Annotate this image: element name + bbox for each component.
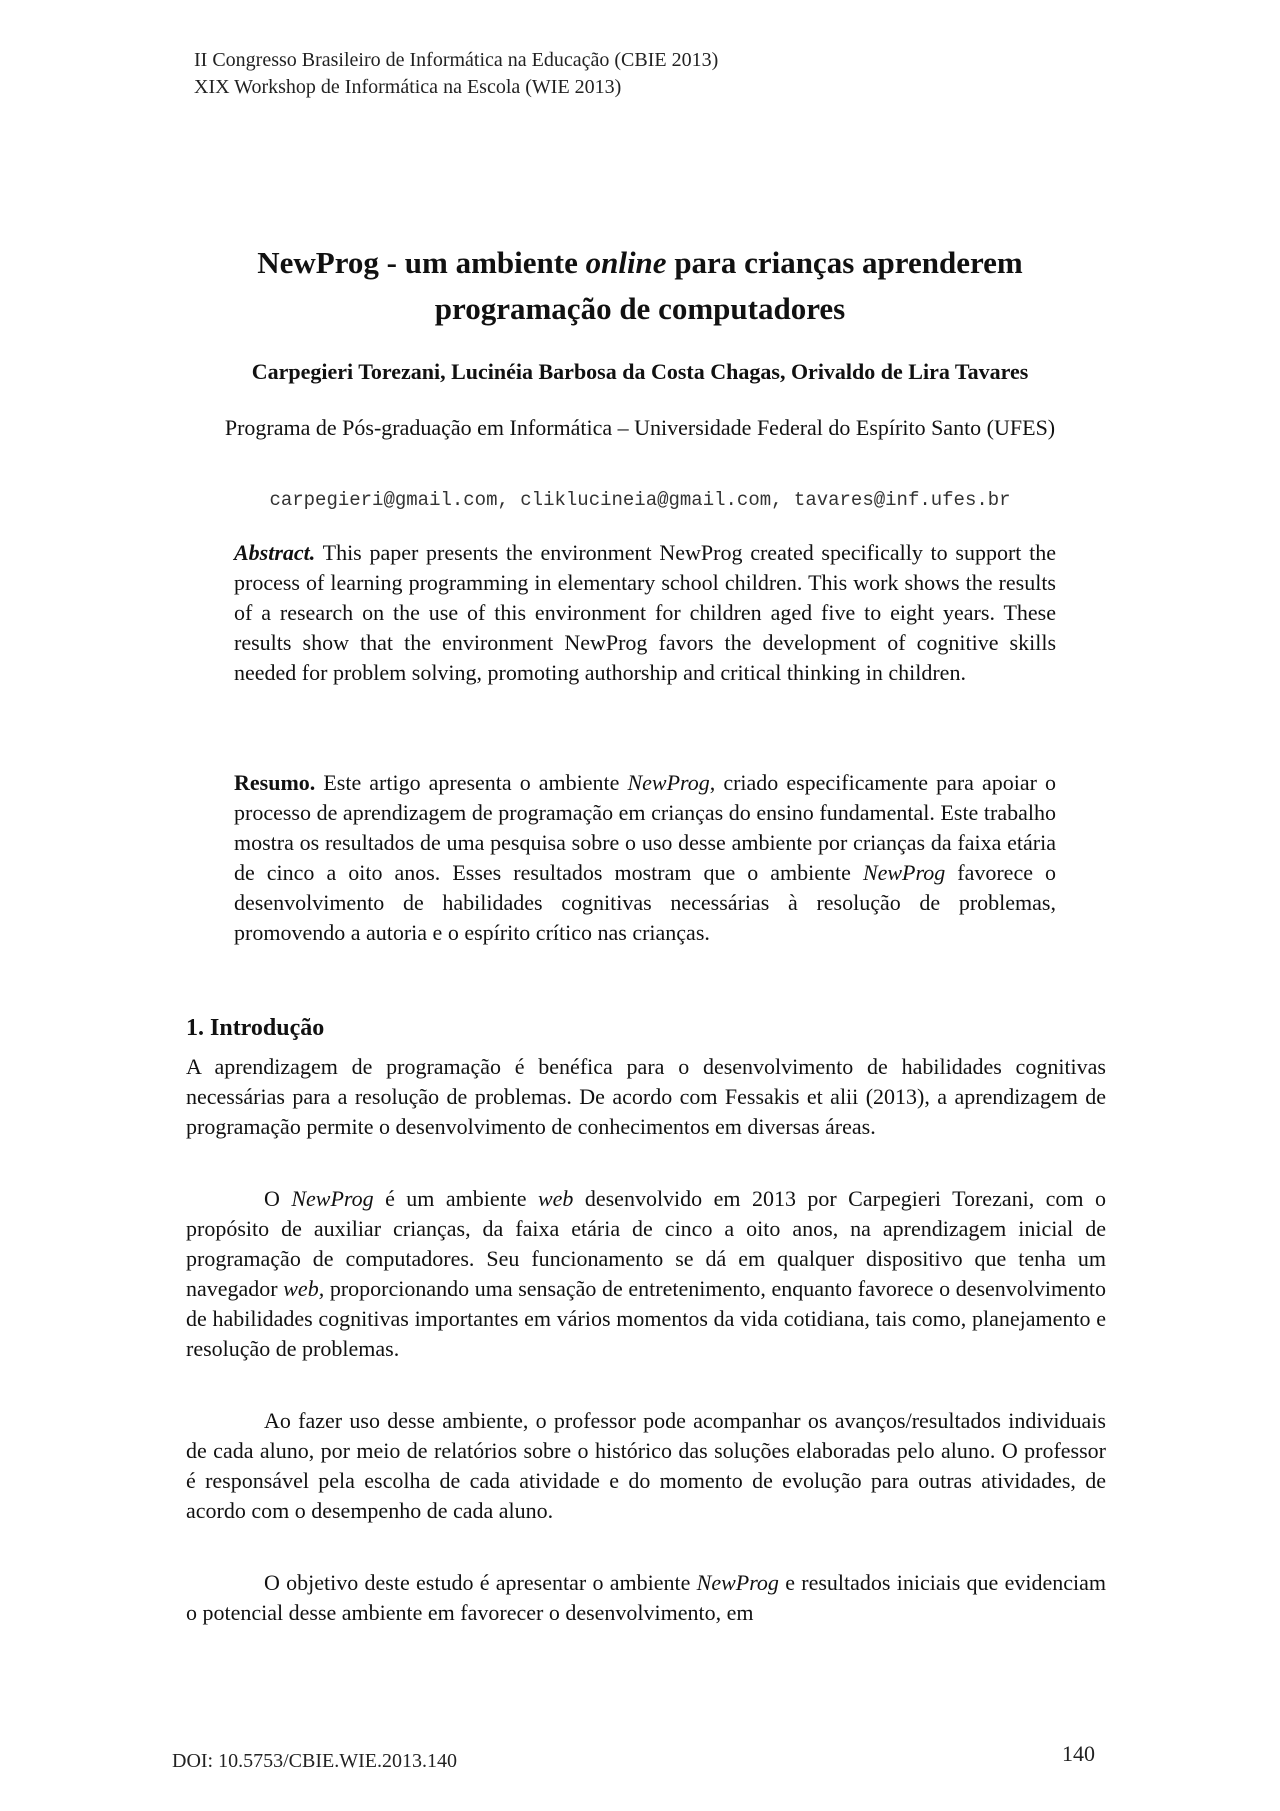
doi: DOI: 10.5753/CBIE.WIE.2013.140 <box>172 1750 457 1772</box>
resumo <box>234 768 1056 948</box>
resumo-italic-1: NewProg <box>627 770 710 795</box>
intro-paragraph-1: A aprendizagem de programação é benéfica para o desenvolvimento de habilidades cognitivas necessárias para a resolução de problemas. De acordo com Fessakis et alii (2013), a aprendizagem de programação permite o desenvolvimento de conhecimentos em diversas áreas. <box>186 1054 1106 1139</box>
p2-text-4: proporcionando uma sensação de entretenimento, enquanto favorece o desenvolvimento de habilidades cognitivas importantes em vários momentos da vida cotidiana, tais como, planejamento e resolução de problemas. <box>186 1276 1106 1361</box>
intro-paragraph-3: Ao fazer uso desse ambiente, o professor pode acompanhar os avanços/resultados individuais de cada aluno, por meio de relatórios sobre o histórico das soluções elaboradas pelo aluno. O professor é responsável pela escolha de cada atividade e do momento de evolução para outras atividades, de acordo com o desempenho de cada aluno. <box>186 1408 1106 1523</box>
p2-text-1: O <box>264 1186 292 1211</box>
resumo-label: Resumo. <box>234 770 316 795</box>
resumo-italic-2: NewProg <box>862 860 946 885</box>
p4-text-1: O objetivo deste estudo é apresentar o ambiente <box>264 1570 697 1595</box>
p2-italic-3: web, <box>283 1276 325 1301</box>
intro-paragraph-4 <box>186 1568 1106 1628</box>
title-part-1: NewProg - um ambiente <box>257 245 586 280</box>
conference-line: II Congresso Brasileiro de Informática na Educação (CBIE 2013) <box>194 49 719 71</box>
abstract-label: Abstract. <box>234 540 316 565</box>
resumo-text-1: Este artigo apresenta o ambiente <box>315 770 628 795</box>
p4-italic-1: NewProg <box>696 1570 779 1595</box>
intro-paragraph-2 <box>186 1184 1106 1364</box>
p2-text-3: desenvolvido em 2013 por Carpegieri Torezani, com o propósito de auxiliar crianças, da faixa etária de cinco a oito anos, na aprendizagem inicial de programação de computadores. Seu funcionamento se dá em qualquer dispositivo que tenha um navegador <box>186 1186 1106 1301</box>
title-italic: online <box>585 245 667 280</box>
abstract-text: This paper presents the environment NewProg created specifically to support the process of learning programming in elementary school children. This work shows the results of a research on the use of this environment for children aged five to eight years. These results show that the environment NewProg favors the development of cognitive skills needed for problem solving, promoting authorship and critical thinking in children. <box>234 540 1056 685</box>
author-emails: carpegieri@gmail.com, cliklucineia@gmail.com, tavares@inf.ufes.br <box>269 489 1011 511</box>
running-header <box>194 47 718 101</box>
affiliation: Programa de Pós-graduação em Informática – Universidade Federal do Espírito Santo (UFES) <box>224 415 1056 440</box>
p2-italic-2: web <box>537 1186 574 1211</box>
abstract <box>234 538 1056 688</box>
section-heading-introducao: 1. Introdução <box>186 1015 325 1041</box>
page-number: 140 <box>1062 1741 1095 1766</box>
authors: Carpegieri Torezani, Lucinéia Barbosa da Costa Chagas, Orivaldo de Lira Tavares <box>251 359 1029 384</box>
workshop-line: XIX Workshop de Informática na Escola (WIE 2013) <box>194 76 622 98</box>
p4-text-2: e resultados iniciais que evidenciam o potencial desse ambiente em favorecer o desenvolvimento, em <box>186 1570 1106 1625</box>
resumo-text-2: , criado especificamente para apoiar o processo de aprendizagem de programação em crianças do ensino fundamental. Este trabalho mostra os resultados de uma pesquisa sobre o uso desse ambiente por crianças da faixa etária de cinco a oito anos. Esses resultados mostram que o ambiente <box>234 770 1056 885</box>
title-part-2: para crianças aprenderem programação de computadores <box>434 245 1023 326</box>
resumo-text-3: favorece o desenvolvimento de habilidades cognitivas necessárias à resolução de problemas, promovendo a autoria e o espírito crítico nas crianças. <box>234 860 1056 945</box>
p2-italic-1: NewProg <box>291 1186 374 1211</box>
paper-title <box>180 240 1100 332</box>
p2-text-2: é um ambiente <box>373 1186 538 1211</box>
